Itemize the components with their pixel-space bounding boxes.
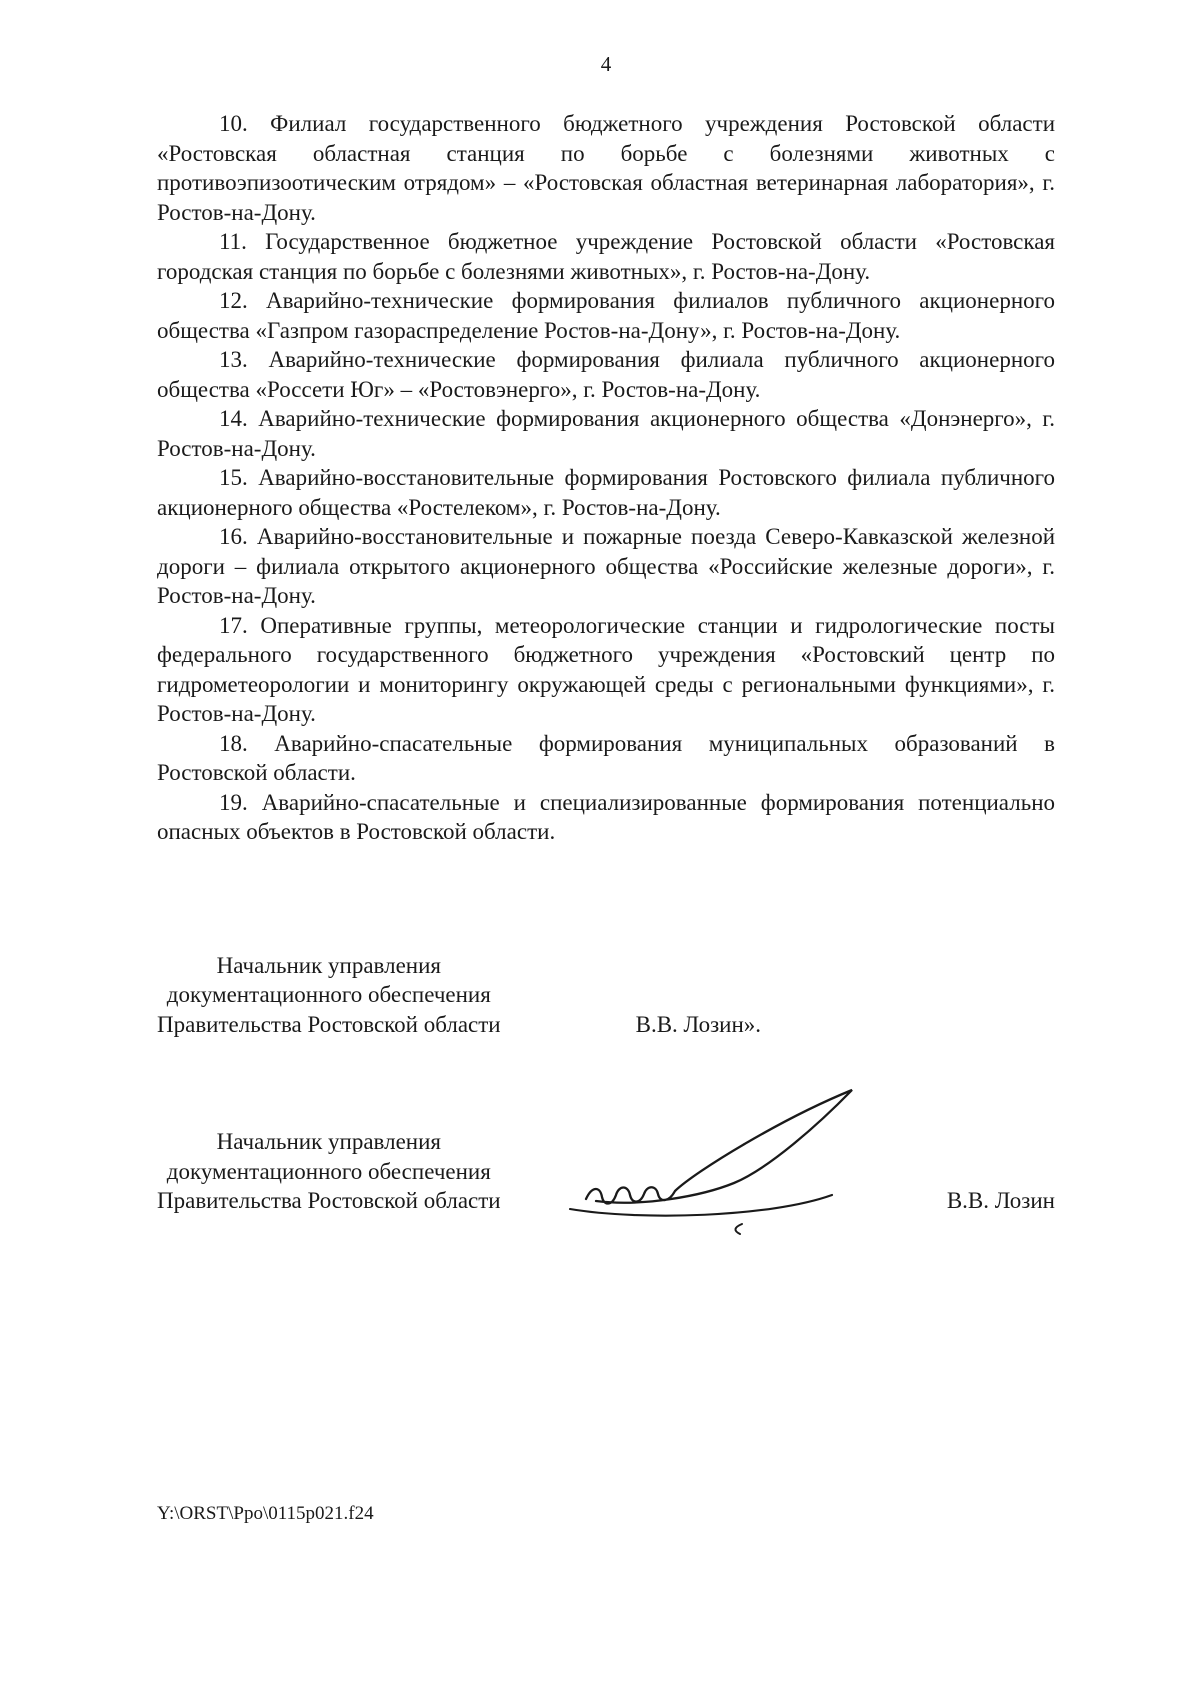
page-number: 4 — [600, 52, 612, 76]
signature-block-quoted — [157, 951, 1055, 1040]
signatory-title-line: Начальник управления — [216, 952, 441, 978]
paragraph-list — [157, 109, 1055, 847]
signatory-title — [157, 951, 501, 1040]
document-file-path: Y:\ORST\Ppo\0115p021.f24 — [157, 1503, 374, 1524]
paragraph-item: 16. Аварийно-восстановительные и пожарные поезда Северо-Кавказской железной дороги – филиала открытого акционерного общества «Российские железные дороги», г. Ростов-на-Дону. — [157, 524, 1055, 608]
signatory-title-line: Начальник управления — [216, 1129, 441, 1154]
signatory-title-line: Правительства Ростовской области — [157, 1188, 501, 1213]
paragraph-item: 19. Аварийно-спасательные и специализированные формирования потенциально опасных объектов в Ростовской области. — [157, 789, 1055, 844]
handwritten-signature-icon — [556, 1087, 886, 1237]
paragraph-item: 18. Аварийно-спасательные формирования муниципальных образований в Ростовской области. — [157, 730, 1055, 785]
paragraph-item: 14. Аварийно-технические формирования акционерного общества «Донэнерго», г. Ростов-на-Дону. — [157, 406, 1055, 461]
paragraph-item: 13. Аварийно-технические формирования филиала публичного акционерного общества «Россети Юг» – «Ростовэнерго», г. Ростов-на-Дону. — [157, 347, 1055, 402]
paragraph-item: 17. Оперативные группы, метеорологические станции и гидрологические посты федерального государственного бюджетного учреждения «Ростовский центр по гидрометеорологии и мониторингу окружающей среды с региональными функциями», г. Ростов-на-Дону. — [157, 612, 1055, 726]
paragraph-item: 15. Аварийно-восстановительные формирования Ростовского филиала публичного акционерного общества «Ростелеком», г. Ростов-на-Дону. — [157, 465, 1055, 520]
paragraph-item: 10. Филиал государственного бюджетного учреждения Ростовской области «Ростовская областная станция по борьбе с болезнями животных с противоэпизоотическим отрядом» – «Ростовская областная ветеринарная лаборатория», г. Ростов-на-Дону. — [157, 111, 1055, 225]
paragraph-item: 12. Аварийно-технические формирования филиалов публичного акционерного общества «Газпром газораспределение Ростов-на-Дону», г. Ростов-на-Дону. — [157, 288, 1055, 343]
signatory-title-line: документационного обеспечения — [166, 1158, 491, 1184]
signatory-name: В.В. Лозин». — [635, 1011, 762, 1037]
paragraph-item: 11. Государственное бюджетное учреждение Ростовской области «Ростовская городская станция по борьбе с болезнями животных», г. Ростов-на-Дону. — [157, 229, 1055, 284]
signatory-title-line: Правительства Ростовской области — [157, 1011, 501, 1037]
signature-area — [501, 1127, 937, 1216]
signature-block-signed — [157, 1127, 1055, 1216]
signatory-title-line: документационного обеспечения — [166, 982, 491, 1007]
signatory-title — [157, 1127, 501, 1216]
signatory-name: В.В. Лозин — [946, 1188, 1055, 1213]
